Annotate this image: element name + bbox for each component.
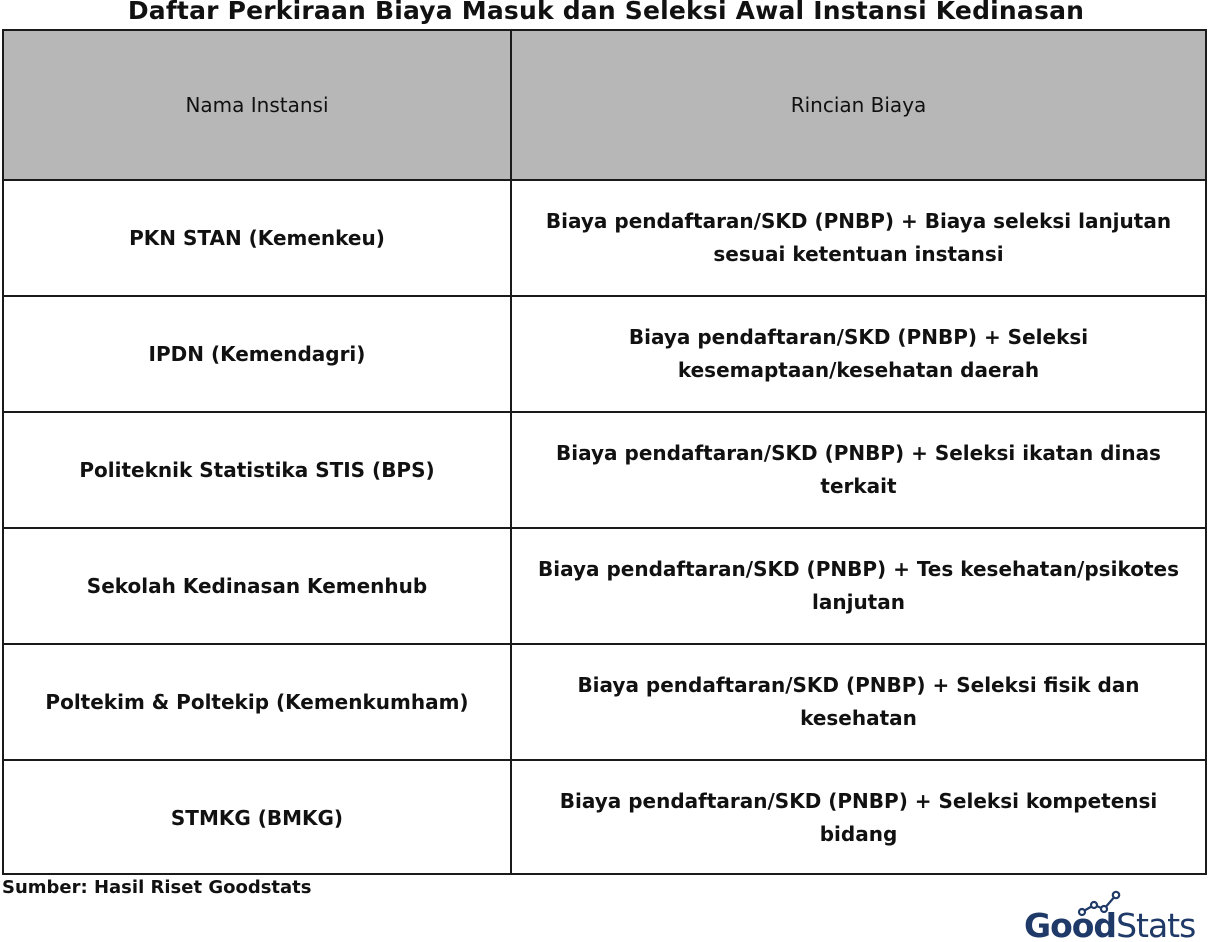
page-title: Daftar Perkiraan Biaya Masuk dan Seleksi Awal Instansi Kedinasan: [127, 0, 1085, 25]
institution-name: PKN STAN (Kemenkeu): [4, 180, 511, 296]
cost-details: Biaya pendaftaran/SKD (PNBP) + Seleksi ikatan dinas terkait: [511, 412, 1205, 528]
goodstats-logo: [1024, 890, 1204, 942]
cost-table: [2, 29, 1207, 875]
table-row: [4, 296, 1205, 412]
cost-details: Biaya pendaftaran/SKD (PNBP) + Tes kesehatan/psikotes lanjutan: [511, 528, 1205, 644]
institution-name: Politeknik Statistika STIS (BPS): [4, 412, 511, 528]
table-row: [4, 528, 1205, 644]
source-note: Sumber: Hasil Riset Goodstats: [2, 877, 312, 898]
table-row: [4, 412, 1205, 528]
institution-name: Poltekim & Poltekip (Kemenkumham): [4, 644, 511, 760]
table-row: [4, 760, 1205, 875]
table-header-row: [4, 31, 1205, 180]
svg-text:GoodStats: [1024, 906, 1195, 942]
cost-details: Biaya pendaftaran/SKD (PNBP) + Biaya seleksi lanjutan sesuai ketentuan instansi: [511, 180, 1205, 296]
cost-details: Biaya pendaftaran/SKD (PNBP) + Seleksi kesemaptaan/kesehatan daerah: [511, 296, 1205, 412]
table-row: [4, 180, 1205, 296]
logo-text-bold: Good: [1024, 906, 1117, 942]
header-nama-instansi: Nama Instansi: [4, 31, 511, 180]
cost-details: Biaya pendaftaran/SKD (PNBP) + Seleksi kompetensi bidang: [511, 760, 1205, 875]
institution-name: Sekolah Kedinasan Kemenhub: [4, 528, 511, 644]
cost-details: Biaya pendaftaran/SKD (PNBP) + Seleksi fisik dan kesehatan: [511, 644, 1205, 760]
institution-name: IPDN (Kemendagri): [4, 296, 511, 412]
institution-name: STMKG (BMKG): [4, 760, 511, 875]
logo-text-light: Stats: [1116, 906, 1196, 942]
table-row: [4, 644, 1205, 760]
header-rincian-biaya: Rincian Biaya: [511, 31, 1205, 180]
